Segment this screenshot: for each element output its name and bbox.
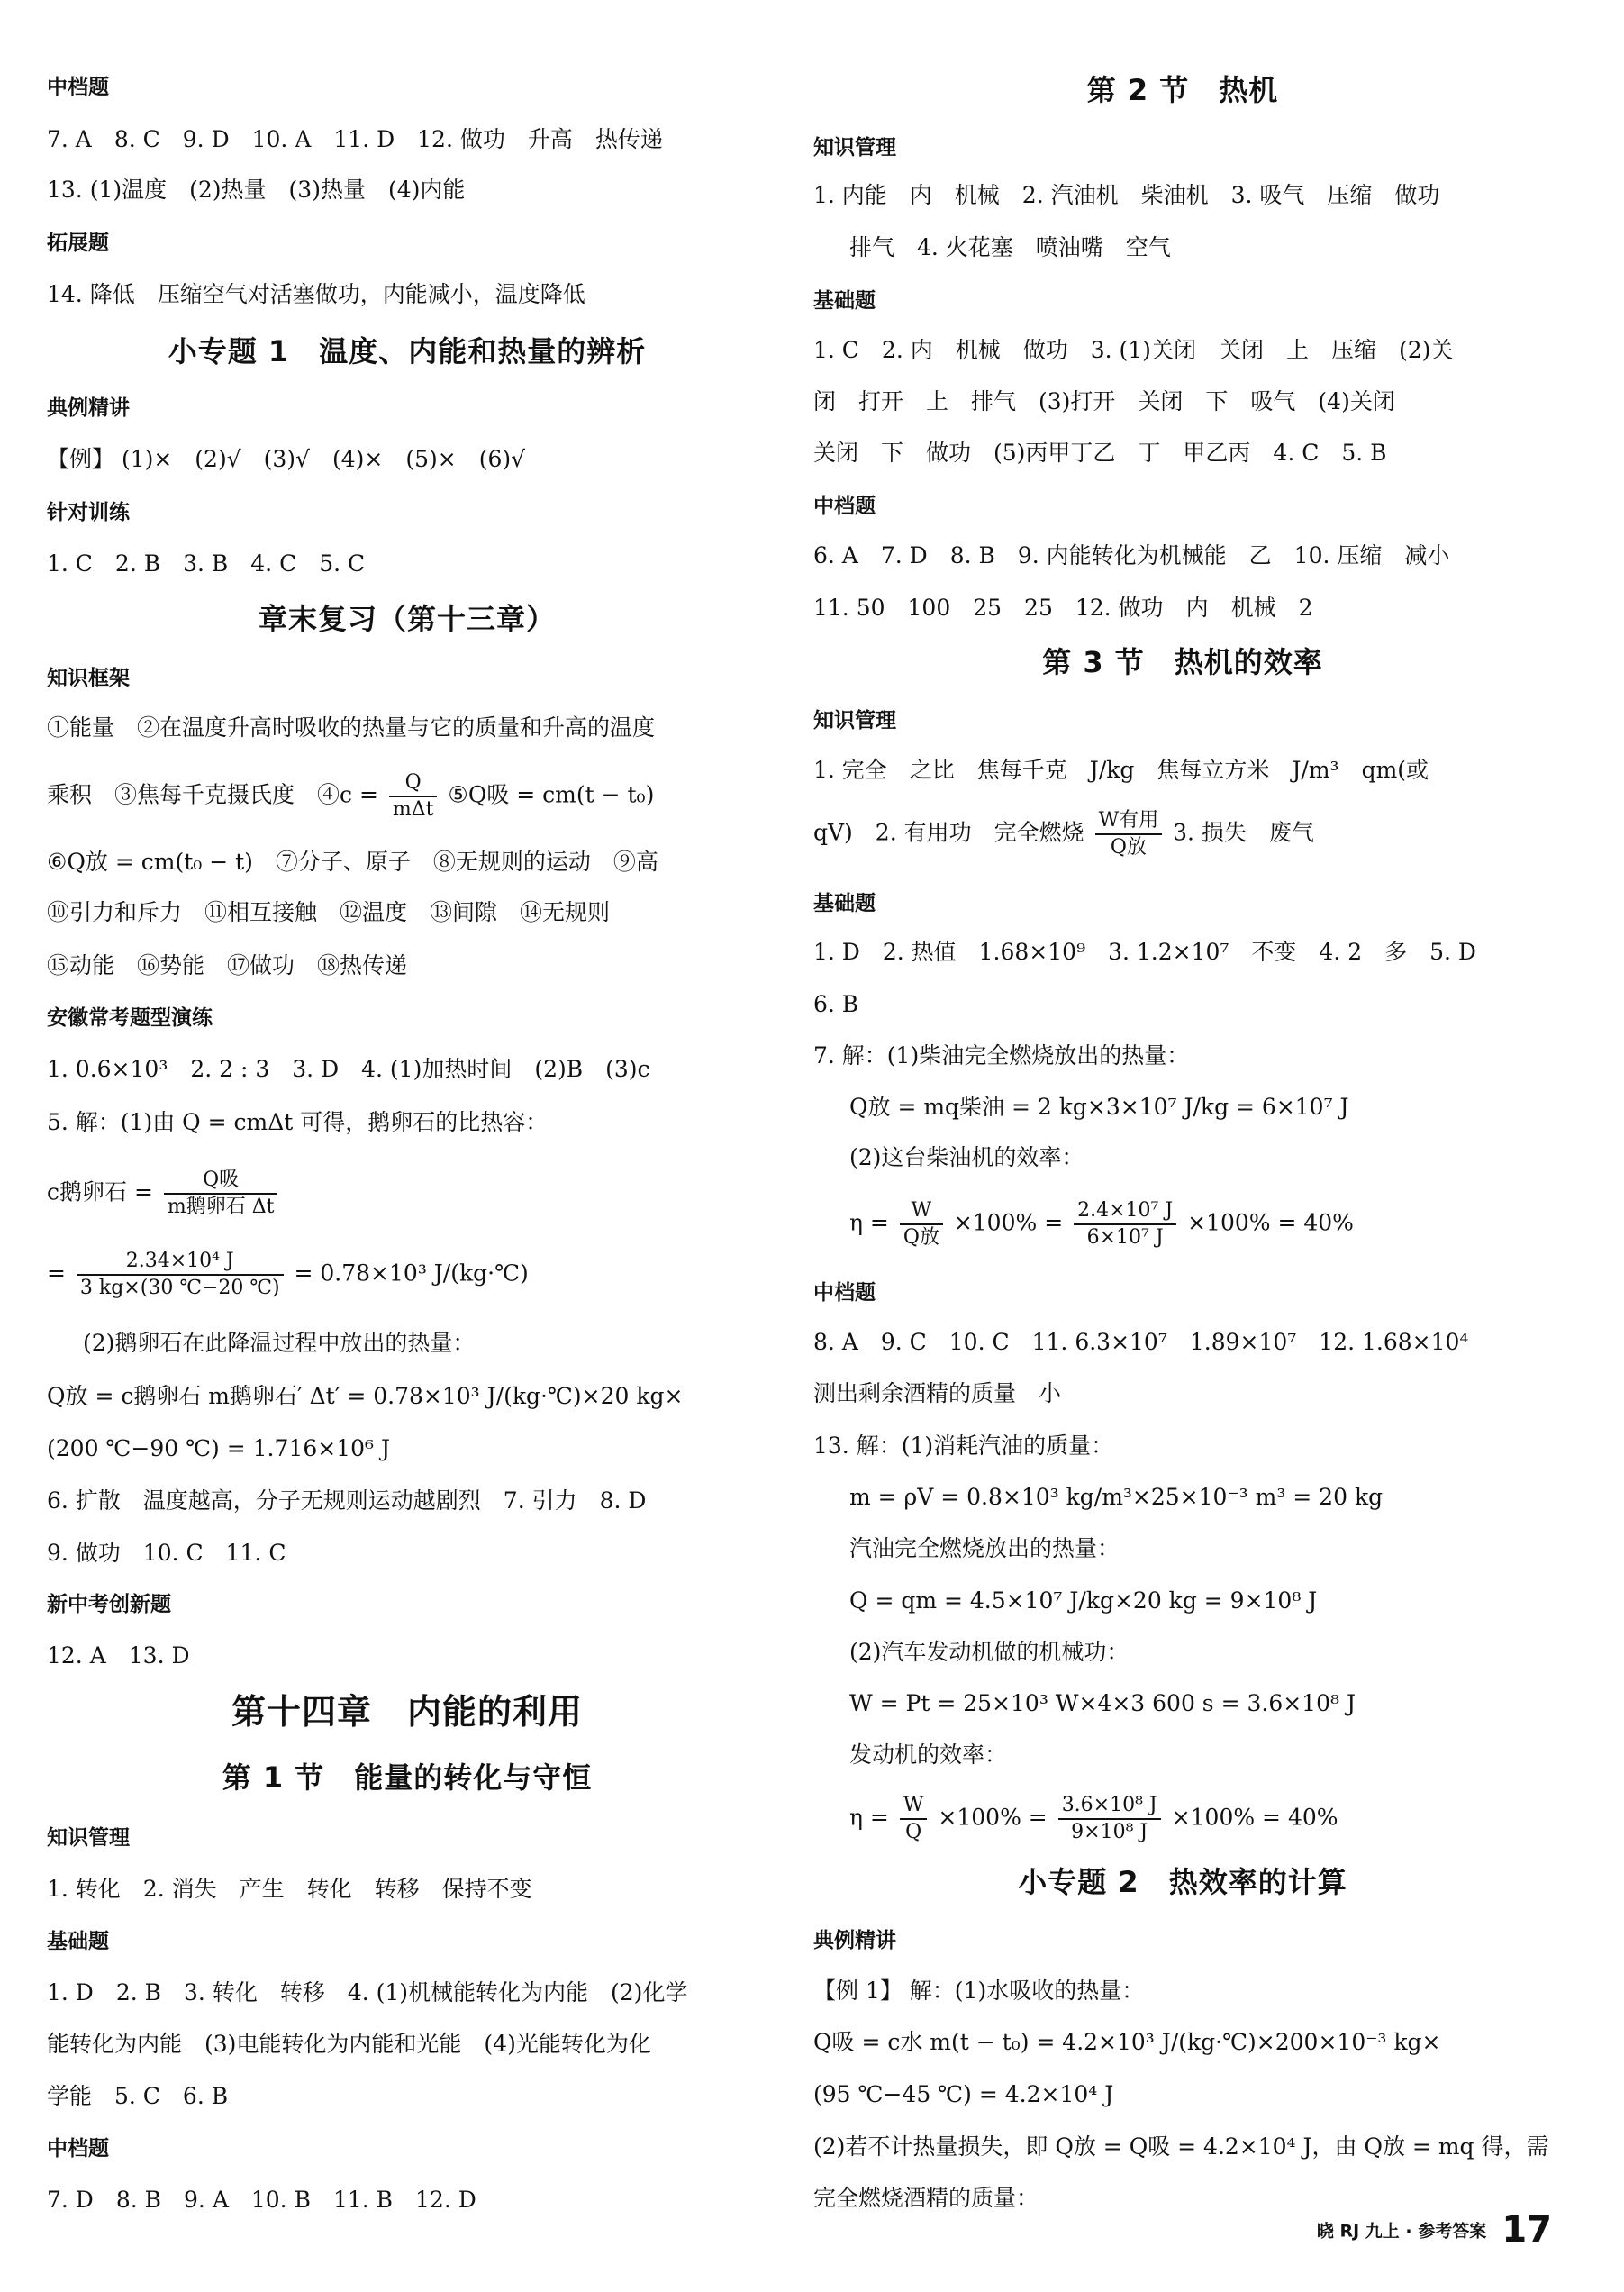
numerator: Q	[389, 770, 438, 797]
section-title: 第 1 节 能量的转化与守恒	[222, 1760, 593, 1795]
formula-line	[47, 770, 654, 823]
numerator: Q吸	[164, 1168, 278, 1195]
text-segment: 乘积 ③焦每千克摄氏度 ④c =	[47, 781, 378, 808]
text-segment: η =	[849, 1209, 889, 1236]
section-label: 基础题	[813, 289, 876, 313]
answer-line: 1. 0.6×10³ 2. 2 : 3 3. D 4. (1)加热时间 (2)B (3)c	[47, 1056, 650, 1082]
numerator: 2.4×10⁷ J	[1074, 1198, 1176, 1225]
fraction	[77, 1249, 284, 1301]
denominator: m鹅卵石 Δt	[167, 1196, 275, 1218]
answer-line: 1. D 2. B 3. 转化 转移 4. (1)机械能转化为内能 (2)化学	[47, 1979, 688, 2006]
section-label: 知识管理	[47, 1826, 130, 1850]
topic-title: 小专题 1 温度、内能和热量的辨析	[168, 334, 647, 368]
section-label: 中档题	[813, 495, 876, 518]
denominator: Q放	[1110, 836, 1147, 859]
answer-line: (2)这台柴油机的效率：	[849, 1144, 1084, 1170]
answer-line: 发动机的效率：	[849, 1742, 1008, 1768]
section-label: 安徽常考题型演练	[47, 1006, 213, 1030]
answer-line: ⑩引力和斥力 ⑪相互接触 ⑫温度 ⑬间隙 ⑭无规则	[47, 899, 611, 925]
numerator: 2.34×10⁴ J	[77, 1249, 284, 1276]
formula-line	[47, 1168, 281, 1220]
answer-line: 1. C 2. B 3. B 4. C 5. C	[47, 550, 366, 577]
section-label: 基础题	[813, 892, 876, 915]
page-number: 17	[1502, 2209, 1552, 2251]
fraction	[164, 1168, 278, 1220]
denominator: 6×10⁷ J	[1086, 1226, 1164, 1249]
answer-line: Q = qm = 4.5×10⁷ J/kg×20 kg = 9×10⁸ J	[849, 1587, 1318, 1614]
answer-line: (2)鹅卵石在此降温过程中放出的热量：	[83, 1330, 476, 1356]
section-label: 知识框架	[47, 667, 130, 690]
formula-line	[813, 808, 1314, 860]
answer-line: 5. 解：(1)由 Q = cmΔt 可得，鹅卵石的比热容：	[47, 1109, 549, 1135]
text-segment: ×100% =	[938, 1804, 1048, 1831]
answer-line: 13. (1)温度 (2)热量 (3)热量 (4)内能	[47, 177, 466, 203]
section-label: 拓展题	[47, 232, 109, 255]
answer-line: 7. 解：(1)柴油完全燃烧放出的热量：	[813, 1042, 1190, 1069]
answer-line: 能转化为内能 (3)电能转化为内能和光能 (4)光能转化为化	[47, 2031, 651, 2057]
answer-line: Q吸 = c水 m(t − t₀) = 4.2×10³ J/(kg·℃)×200×10⁻³ kg×	[813, 2029, 1441, 2055]
answer-line: 闭 打开 上 排气 (3)打开 关闭 下 吸气 (4)关闭	[813, 388, 1395, 414]
denominator: Q放	[903, 1226, 939, 1249]
answer-line: 1. D 2. 热值 1.68×10⁹ 3. 1.2×10⁷ 不变 4. 2 多 5. D	[813, 939, 1476, 965]
fraction	[1058, 1793, 1161, 1845]
text-segment: qV) 2. 有用功 完全燃烧	[813, 819, 1084, 846]
denominator: mΔt	[392, 798, 434, 821]
answer-line: 11. 50 100 25 25 12. 做功 内 机械 2	[813, 595, 1313, 621]
answer-line: 13. 解：(1)消耗汽油的质量：	[813, 1432, 1114, 1459]
section-label: 典例精讲	[813, 1929, 896, 1952]
footer-text: 晓 RJ 九上 · 参考答案	[1316, 2221, 1487, 2242]
fraction	[900, 1198, 943, 1251]
answer-line: 7. D 8. B 9. A 10. B 11. B 12. D	[47, 2187, 476, 2213]
text-segment: = 0.78×10³ J/(kg·℃)	[294, 1260, 529, 1287]
answer-line: 8. A 9. C 10. C 11. 6.3×10⁷ 1.89×10⁷ 12. 1.68×10⁴	[813, 1329, 1469, 1355]
text-segment: c鹅卵石 =	[47, 1178, 153, 1205]
text-segment: ×100% =	[953, 1209, 1064, 1236]
answer-line: 1. 完全 之比 焦每千克 J/kg 焦每立方米 J/m³ qm(或	[813, 757, 1429, 783]
answer-line: 9. 做功 10. C 11. C	[47, 1540, 286, 1566]
answer-line: 【例 1】 解：(1)水吸收的热量：	[813, 1978, 1145, 2004]
section-label: 典例精讲	[47, 396, 130, 420]
text-segment: ×100% = 40%	[1187, 1209, 1354, 1236]
answer-line: 汽油完全燃烧放出的热量：	[849, 1535, 1120, 1561]
formula-line	[849, 1793, 1338, 1845]
answer-line: 学能 5. C 6. B	[47, 2083, 229, 2109]
section-label: 基础题	[47, 1930, 109, 1953]
answer-line: 1. C 2. 内 机械 做功 3. (1)关闭 关闭 上 压缩 (2)关	[813, 337, 1454, 363]
fraction	[389, 770, 438, 823]
fraction	[900, 1793, 928, 1845]
fraction	[1095, 808, 1163, 860]
text-segment: ×100% = 40%	[1171, 1804, 1338, 1831]
formula-line	[47, 1249, 529, 1301]
answer-line: 完全燃烧酒精的质量：	[813, 2185, 1039, 2211]
answer-line: W = Pt = 25×10³ W×4×3 600 s = 3.6×10⁸ J	[849, 1690, 1356, 1716]
answer-line: 6. B	[813, 991, 859, 1017]
answer-line: Q放 = mq柴油 = 2 kg×3×10⁷ J/kg = 6×10⁷ J	[849, 1094, 1349, 1120]
answer-line: 1. 内能 内 机械 2. 汽油机 柴油机 3. 吸气 压缩 做功	[813, 182, 1440, 208]
section-label: 知识管理	[813, 136, 896, 159]
numerator: 3.6×10⁸ J	[1058, 1793, 1161, 1820]
fraction	[1074, 1198, 1176, 1251]
answer-line: 14. 降低 压缩空气对活塞做功，内能减小，温度降低	[47, 281, 585, 307]
section-label: 中档题	[813, 1281, 876, 1305]
answer-line: m = ρV = 0.8×10³ kg/m³×25×10⁻³ m³ = 20 kg	[849, 1484, 1384, 1510]
section-label: 中档题	[47, 76, 109, 99]
answer-line: 【例】 (1)× (2)√ (3)√ (4)× (5)× (6)√	[47, 446, 526, 472]
answer-line: 关闭 下 做功 (5)丙甲丁乙 丁 甲乙丙 4. C 5. B	[813, 440, 1387, 466]
text-segment: η =	[849, 1804, 889, 1831]
chapter-review-title: 章末复习（第十三章）	[258, 602, 556, 636]
answer-line: (2)汽车发动机做的机械功：	[849, 1639, 1130, 1665]
answer-line: 12. A 13. D	[47, 1642, 190, 1669]
answer-line: 排气 4. 火花塞 喷油嘴 空气	[849, 234, 1171, 260]
answer-line: 7. A 8. C 9. D 10. A 11. D 12. 做功 升高 热传递	[47, 126, 663, 152]
section-title: 第 2 节 热机	[1086, 73, 1279, 107]
answer-line: (200 ℃−90 ℃) = 1.716×10⁶ J	[47, 1435, 390, 1461]
answer-line: (2)若不计热量损失，即 Q放 = Q吸 = 4.2×10⁴ J，由 Q放 = mq 得，需	[813, 2133, 1549, 2160]
answer-line: ①能量 ②在温度升高时吸收的热量与它的质量和升高的温度	[47, 714, 656, 741]
text-segment: ⑤Q吸 = cm(t − t₀)	[448, 781, 655, 808]
numerator: W有用	[1095, 808, 1163, 835]
answer-line: ⑥Q放 = cm(t₀ − t) ⑦分子、原子 ⑧无规则的运动 ⑨高	[47, 849, 658, 875]
section-label: 知识管理	[813, 709, 896, 732]
section-label: 中档题	[47, 2137, 109, 2160]
section-label: 新中考创新题	[47, 1593, 171, 1616]
text-segment: =	[47, 1260, 66, 1287]
topic-title: 小专题 2 热效率的计算	[1018, 1865, 1347, 1899]
answer-line: 6. A 7. D 8. B 9. 内能转化为机械能 乙 10. 压缩 减小	[813, 542, 1450, 568]
answer-line: 测出剩余酒精的质量 小	[813, 1380, 1062, 1406]
page-footer	[1317, 2209, 1552, 2251]
denominator: Q	[905, 1821, 922, 1843]
answer-line: 1. 转化 2. 消失 产生 转化 转移 保持不变	[47, 1876, 532, 1902]
answer-line: ⑮动能 ⑯势能 ⑰做功 ⑱热传递	[47, 952, 408, 978]
formula-line	[849, 1198, 1354, 1251]
answer-line: (95 ℃−45 ℃) = 4.2×10⁴ J	[813, 2081, 1114, 2107]
section-label: 针对训练	[47, 501, 130, 524]
denominator: 9×10⁸ J	[1071, 1821, 1148, 1843]
text-segment: 3. 损失 废气	[1173, 819, 1314, 846]
denominator: 3 kg×(30 ℃−20 ℃)	[79, 1277, 280, 1299]
answer-line: 6. 扩散 温度越高，分子无规则运动越剧烈 7. 引力 8. D	[47, 1487, 647, 1514]
numerator: W	[900, 1198, 943, 1225]
chapter-title: 第十四章 内能的利用	[231, 1692, 583, 1732]
section-title: 第 3 节 热机的效率	[1042, 645, 1323, 679]
answer-line: Q放 = c鹅卵石 m鹅卵石′ Δt′ = 0.78×10³ J/(kg·℃)×20 kg×	[47, 1383, 684, 1409]
numerator: W	[900, 1793, 928, 1820]
